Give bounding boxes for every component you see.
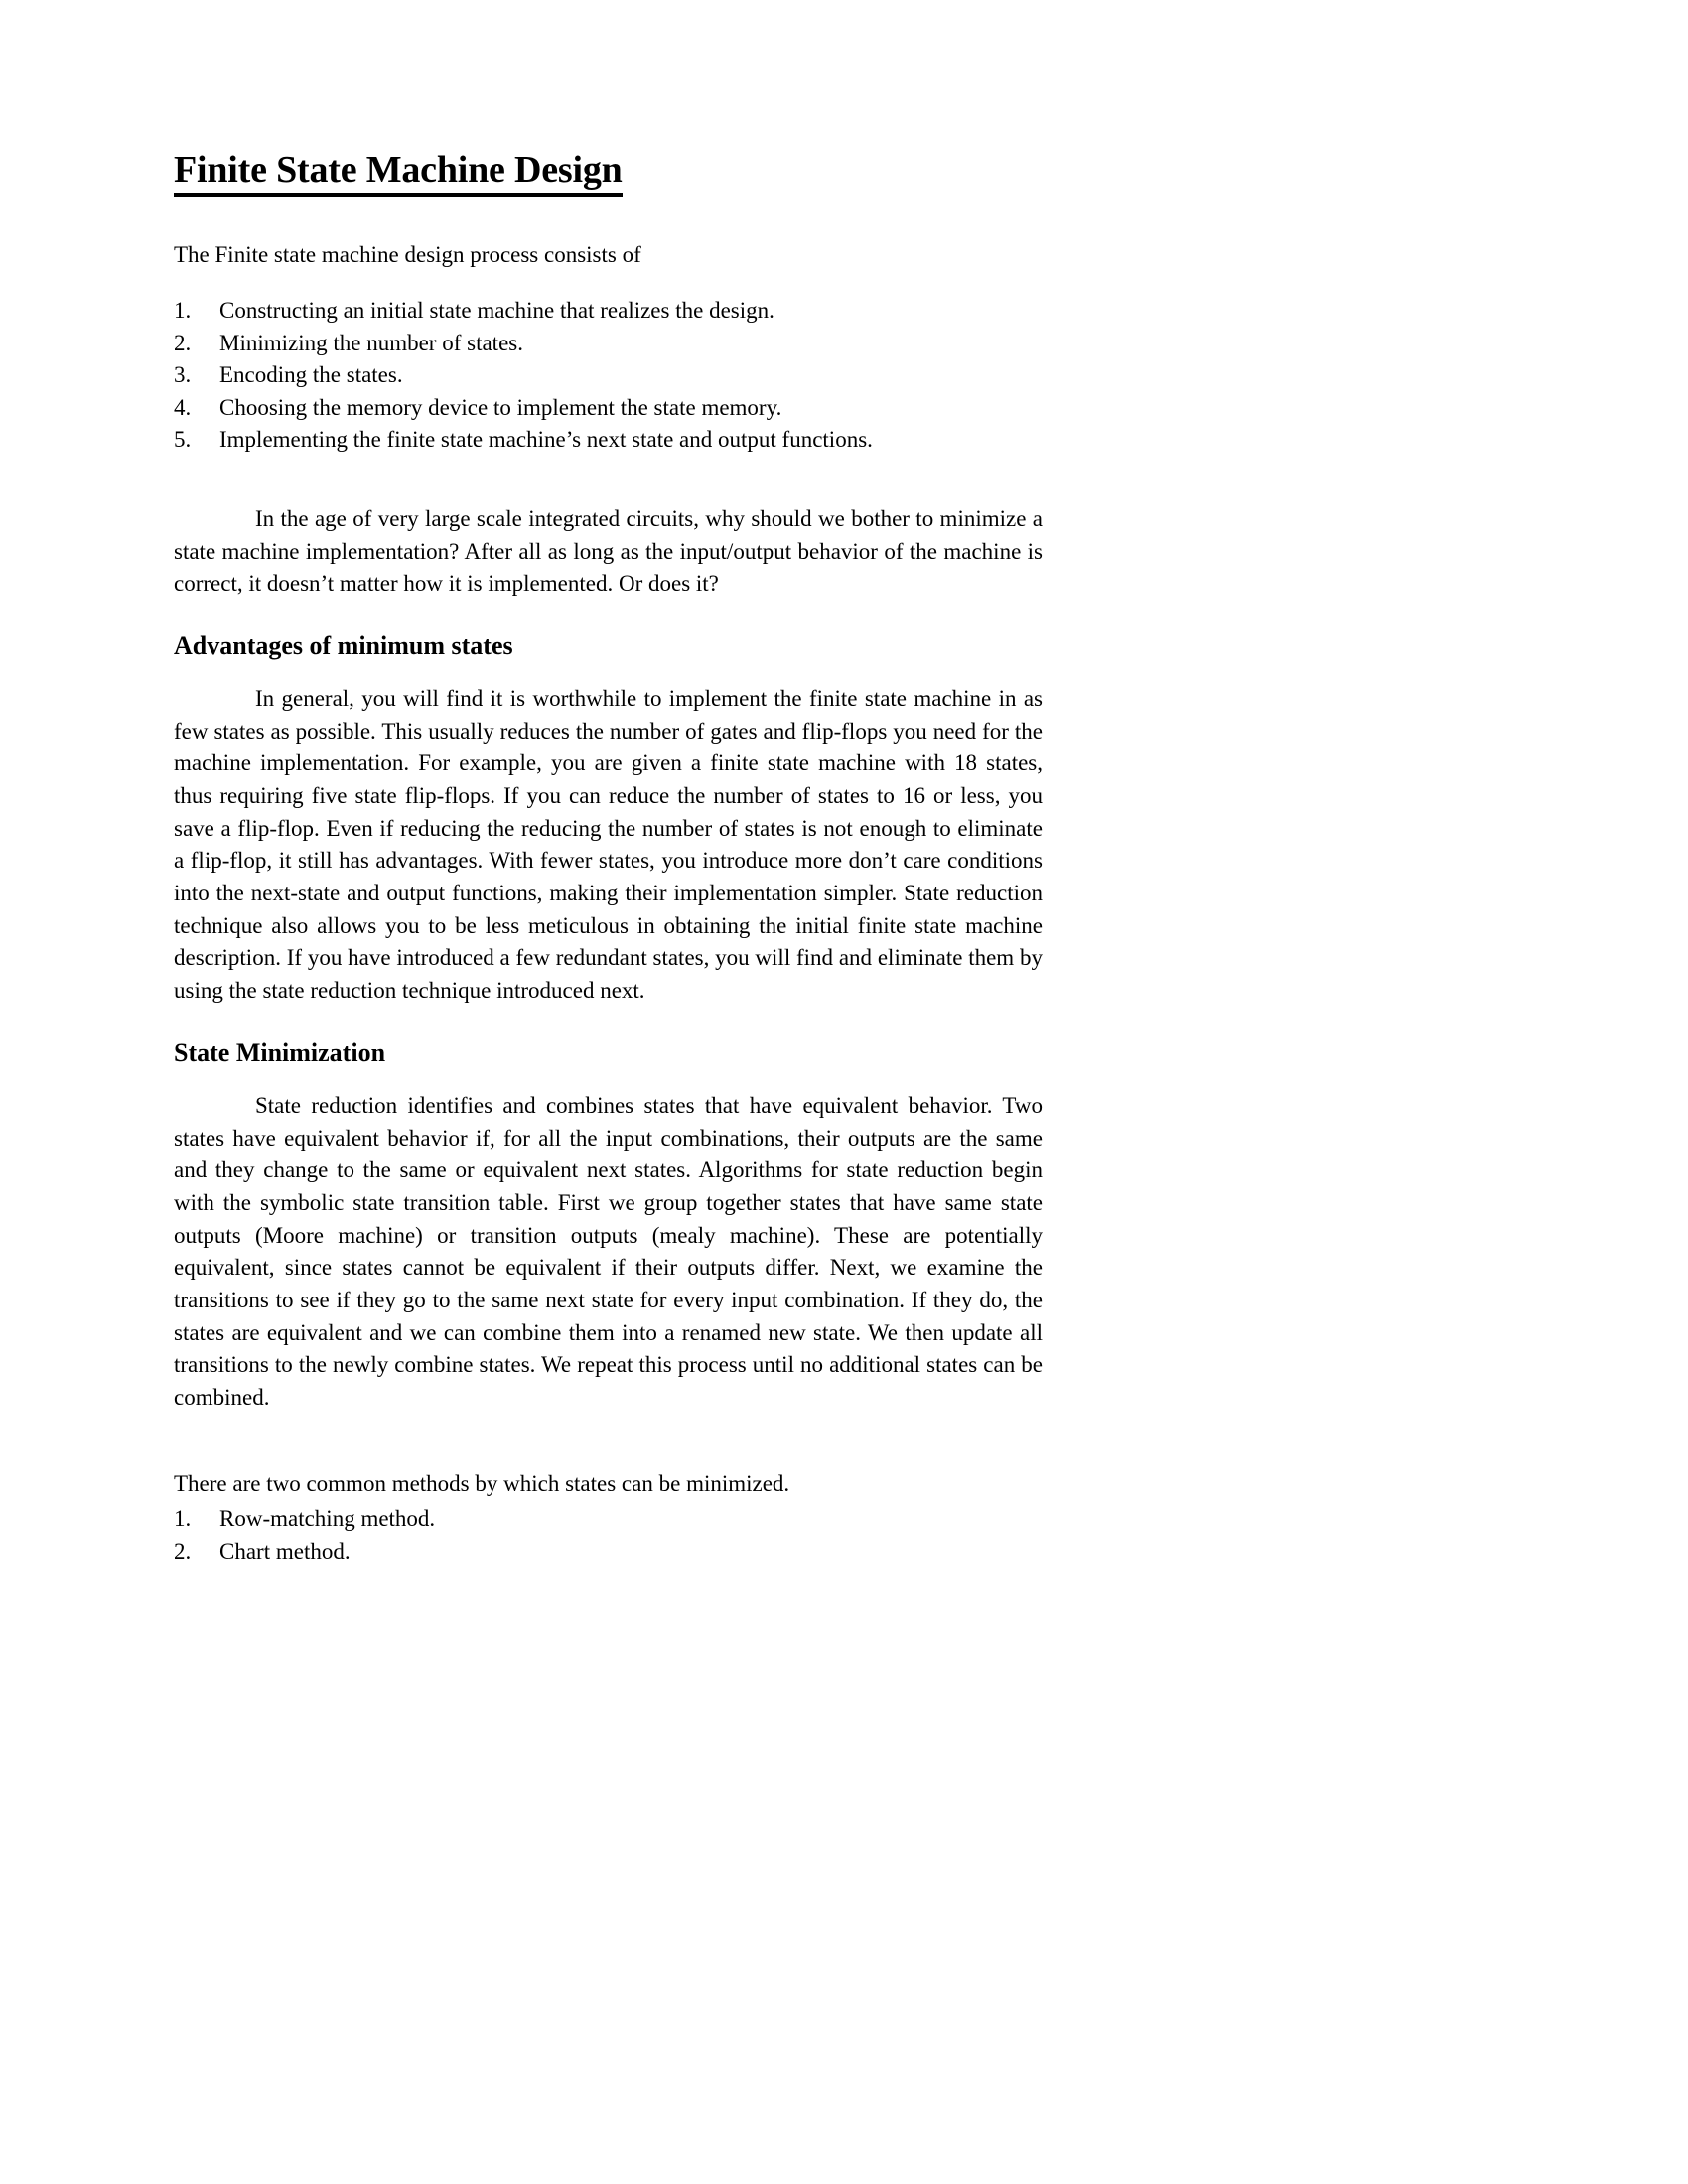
- list-item: [174, 329, 1043, 359]
- list-item-number: 1.: [174, 298, 192, 324]
- advantages-paragraph: In general, you will find it is worthwhile to implement the finite state machine in as few states as possible. This usually reduces the number of gates and flip-flops you need for the machine implementation. For example, you are given a finite state machine with 18 states, thus requiring five state flip-flops. If you can reduce the number of states to 16 or less, you save a flip-flop. Even if reducing the reducing the number of states is not enough to eliminate a flip-flop, it still has advantages. With fewer states, you introduce more don’t care conditions into the next-state and output functions, making their implementation simpler. State reduction technique also allows you to be less meticulous in obtaining the initial finite state machine description. If you have introduced a few redundant states, you will find and eliminate them by using the state reduction technique introduced next.: [174, 686, 1043, 1004]
- process-steps-list: [174, 296, 1043, 456]
- intro-paragraph-block: [174, 503, 1043, 601]
- list-item-number: 3.: [174, 362, 192, 388]
- methods-lead-line: There are two common methods by which states can be minimized.: [174, 1471, 790, 1497]
- list-item-number: 5.: [174, 427, 192, 453]
- list-item: [174, 296, 1043, 327]
- section-heading-advantages: Advantages of minimum states: [174, 630, 513, 660]
- intro-lead-line: The Finite state machine design process consists of: [174, 241, 641, 267]
- document-content: [174, 149, 1043, 1569]
- spacer: [174, 1443, 1043, 1469]
- section-heading-state-minimization: State Minimization: [174, 1037, 386, 1067]
- methods-list: [174, 1504, 1043, 1567]
- list-item-label: Minimizing the number of states.: [219, 330, 523, 355]
- list-item-label: Encoding the states.: [219, 362, 403, 388]
- list-item-number: 4.: [174, 394, 192, 420]
- list-item-number: 2.: [174, 1538, 192, 1564]
- list-item-label: Implementing the finite state machine’s next state and output functions.: [219, 427, 873, 453]
- list-item-label: Choosing the memory device to implement the state memory.: [219, 394, 782, 420]
- list-item-label: Chart method.: [219, 1538, 351, 1564]
- list-item: [174, 393, 1043, 424]
- list-item: [174, 1504, 1043, 1535]
- list-item: [174, 425, 1043, 456]
- list-item-label: Row-matching method.: [219, 1506, 436, 1532]
- advantages-paragraph-block: [174, 683, 1043, 1008]
- spacer: [174, 458, 1043, 503]
- list-item: [174, 1537, 1043, 1568]
- state-minimization-paragraph: State reduction identifies and combines states that have equivalent behavior. Two states have equivalent behavior if, for all the input combinations, their outputs are the same and they change to the same or equivalent next states. Algorithms for state reduction begin with the symbolic state transition table. First we group together states that have same state outputs (Moore machine) or transition outputs (mealy machine). These are potentially equivalent, since states cannot be equivalent if their outputs differ. Next, we examine the transitions to see if they go to the same next state for every input combination. If they do, the states are equivalent and we can combine them into a renamed new state. We then update all transitions to the newly combine states. We repeat this process until no additional states can be combined.: [174, 1092, 1043, 1410]
- list-item-number: 2.: [174, 330, 192, 355]
- list-item-label: Constructing an initial state machine that realizes the design.: [219, 298, 774, 324]
- intro-paragraph: In the age of very large scale integrated circuits, why should we bother to minimize a state machine implementation? After all as long as the input/output behavior of the machine is correct, it doesn’t matter how it is implemented. Or does it?: [174, 506, 1043, 597]
- list-item: [174, 360, 1043, 391]
- state-minimization-paragraph-block: [174, 1090, 1043, 1415]
- list-item-number: 1.: [174, 1506, 192, 1532]
- page-title: Finite State Machine Design: [174, 149, 623, 197]
- page-title-wrapper: [174, 149, 1043, 197]
